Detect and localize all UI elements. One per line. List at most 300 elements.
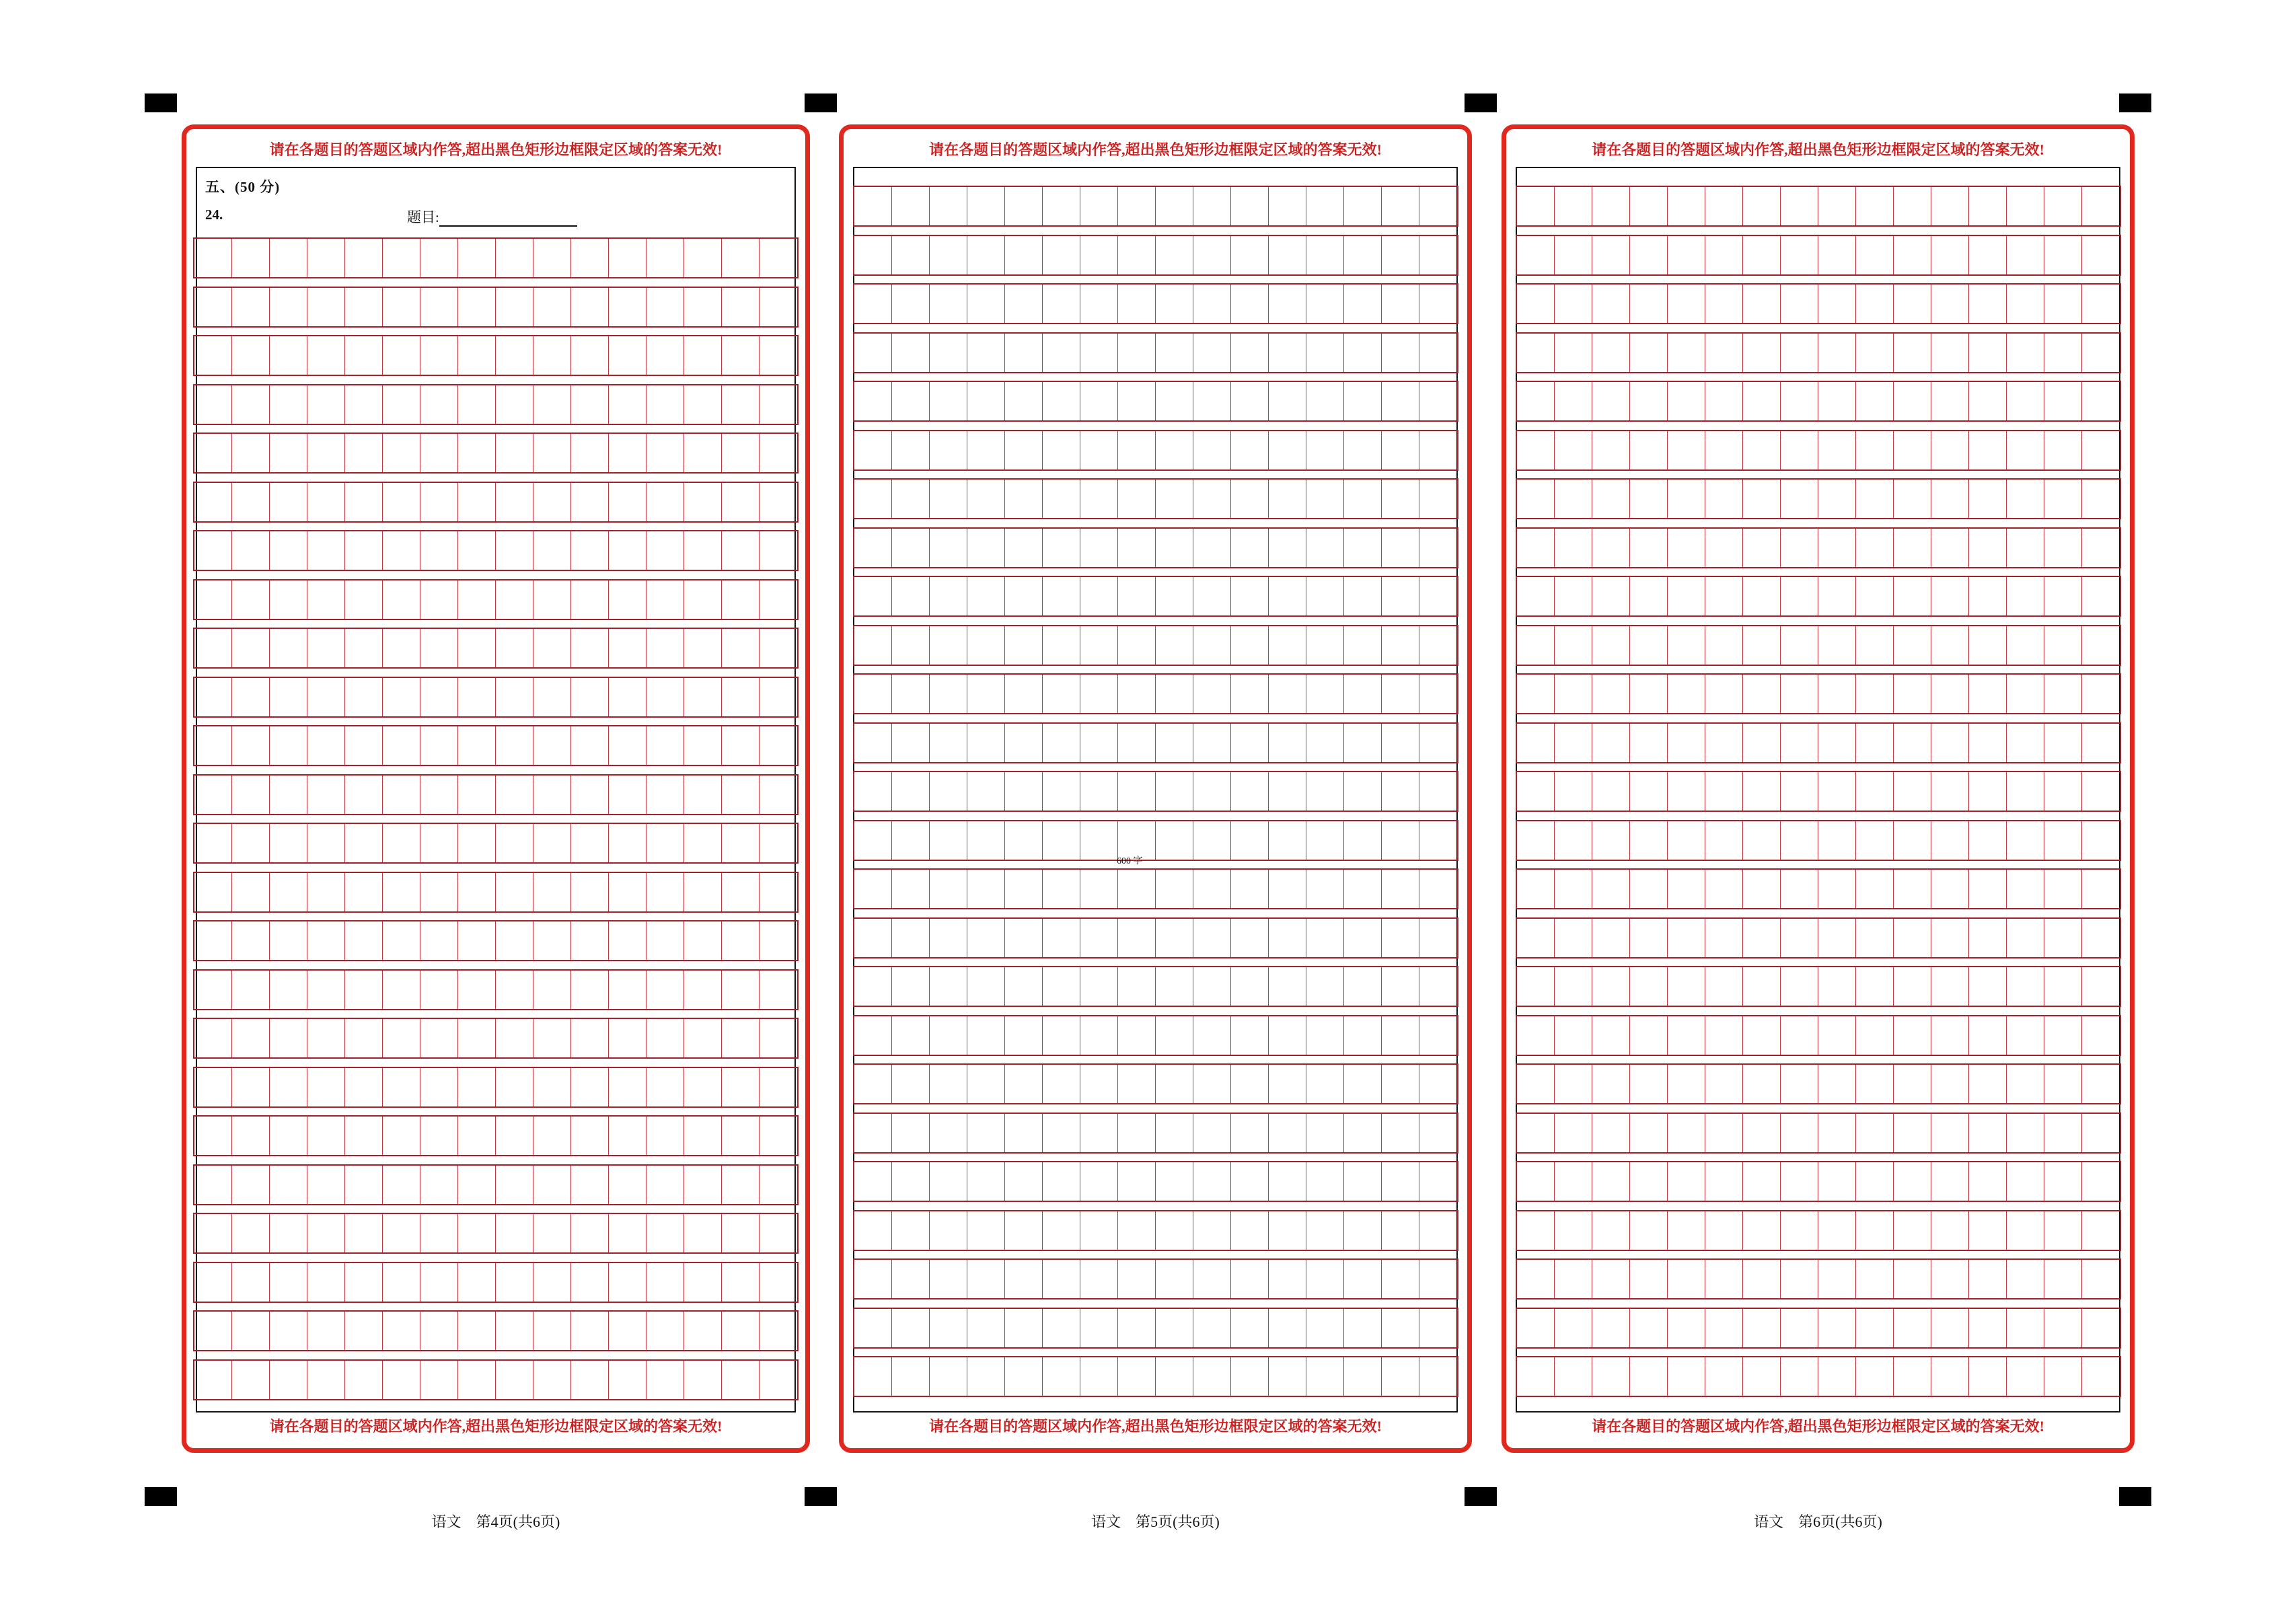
char-cell[interactable] (722, 1214, 760, 1252)
char-cell[interactable] (1630, 1162, 1668, 1201)
char-cell[interactable] (722, 1019, 760, 1057)
char-cell[interactable] (1269, 431, 1306, 469)
char-cell[interactable] (345, 726, 383, 765)
char-cell[interactable] (194, 629, 232, 667)
char-cell[interactable] (1419, 870, 1457, 908)
char-cell[interactable] (892, 967, 930, 1006)
char-cell[interactable] (609, 678, 646, 716)
char-cell[interactable] (496, 873, 533, 911)
char-cell[interactable] (1156, 236, 1193, 274)
char-cell[interactable] (1382, 529, 1419, 567)
char-cell[interactable] (2082, 1162, 2120, 1201)
char-cell[interactable] (571, 483, 609, 521)
char-cell[interactable] (1856, 431, 1894, 469)
char-cell[interactable] (646, 1312, 684, 1350)
char-cell[interactable] (1419, 1162, 1457, 1201)
char-cell[interactable] (496, 239, 533, 277)
char-cell[interactable] (1344, 967, 1382, 1006)
char-cell[interactable] (1118, 285, 1156, 323)
char-cell[interactable] (1043, 1065, 1080, 1103)
char-cell[interactable] (458, 1263, 496, 1302)
char-cell[interactable] (1344, 626, 1382, 665)
char-cell[interactable] (1193, 821, 1231, 860)
char-cell[interactable] (1306, 1357, 1344, 1396)
char-cell[interactable] (1043, 236, 1080, 274)
char-cell[interactable] (967, 236, 1005, 274)
char-cell[interactable] (854, 870, 892, 908)
char-cell[interactable] (1005, 1357, 1043, 1396)
char-cell[interactable] (1894, 334, 1931, 372)
char-cell[interactable] (930, 1357, 967, 1396)
char-cell[interactable] (1630, 480, 1668, 518)
char-cell[interactable] (420, 678, 458, 716)
char-cell[interactable] (458, 1068, 496, 1106)
char-cell[interactable] (722, 1068, 760, 1106)
char-cell[interactable] (2082, 675, 2120, 713)
char-cell[interactable] (2082, 967, 2120, 1006)
char-cell[interactable] (307, 483, 345, 521)
char-cell[interactable] (1856, 236, 1894, 274)
char-cell[interactable] (1080, 1357, 1118, 1396)
char-cell[interactable] (458, 580, 496, 619)
char-cell[interactable] (1231, 187, 1269, 225)
char-cell[interactable] (1193, 577, 1231, 615)
char-cell[interactable] (533, 1019, 571, 1057)
char-cell[interactable] (1555, 1114, 1592, 1152)
char-cell[interactable] (1269, 724, 1306, 762)
char-cell[interactable] (533, 776, 571, 814)
char-cell[interactable] (496, 531, 533, 570)
char-cell[interactable] (722, 288, 760, 326)
char-cell[interactable] (1269, 821, 1306, 860)
char-cell[interactable] (1306, 1114, 1344, 1152)
char-cell[interactable] (1630, 772, 1668, 811)
char-cell[interactable] (533, 1068, 571, 1106)
char-cell[interactable] (1743, 919, 1781, 957)
char-cell[interactable] (1705, 870, 1743, 908)
char-cell[interactable] (646, 483, 684, 521)
char-cell[interactable] (1630, 724, 1668, 762)
char-cell[interactable] (2007, 772, 2044, 811)
char-cell[interactable] (1781, 967, 1818, 1006)
char-cell[interactable] (1306, 187, 1344, 225)
char-cell[interactable] (892, 870, 930, 908)
char-cell[interactable] (571, 385, 609, 424)
char-cell[interactable] (307, 531, 345, 570)
char-cell[interactable] (1781, 870, 1818, 908)
char-cell[interactable] (1193, 236, 1231, 274)
char-cell[interactable] (1005, 919, 1043, 957)
char-cell[interactable] (533, 1263, 571, 1302)
char-cell[interactable] (646, 921, 684, 960)
char-cell[interactable] (383, 1214, 420, 1252)
char-cell[interactable] (1193, 1114, 1231, 1152)
char-cell[interactable] (1156, 334, 1193, 372)
char-cell[interactable] (1193, 1162, 1231, 1201)
char-cell[interactable] (967, 919, 1005, 957)
char-cell[interactable] (684, 434, 722, 472)
char-cell[interactable] (722, 824, 760, 862)
char-cell[interactable] (1231, 285, 1269, 323)
char-cell[interactable] (1592, 577, 1630, 615)
char-cell[interactable] (1781, 1162, 1818, 1201)
char-cell[interactable] (684, 1117, 722, 1155)
char-cell[interactable] (496, 1312, 533, 1350)
char-cell[interactable] (1193, 626, 1231, 665)
char-cell[interactable] (2007, 187, 2044, 225)
char-cell[interactable] (1555, 1357, 1592, 1396)
char-cell[interactable] (1344, 1211, 1382, 1250)
char-cell[interactable] (496, 1214, 533, 1252)
char-cell[interactable] (967, 870, 1005, 908)
char-cell[interactable] (571, 921, 609, 960)
char-cell[interactable] (1118, 1065, 1156, 1103)
char-cell[interactable] (1306, 334, 1344, 372)
char-cell[interactable] (930, 480, 967, 518)
char-cell[interactable] (1555, 285, 1592, 323)
char-cell[interactable] (722, 580, 760, 619)
char-cell[interactable] (1043, 821, 1080, 860)
char-cell[interactable] (1781, 577, 1818, 615)
char-cell[interactable] (854, 1211, 892, 1250)
char-cell[interactable] (1269, 870, 1306, 908)
char-cell[interactable] (1781, 382, 1818, 420)
char-cell[interactable] (609, 1361, 646, 1399)
char-cell[interactable] (420, 971, 458, 1009)
char-cell[interactable] (1894, 529, 1931, 567)
char-cell[interactable] (1193, 675, 1231, 713)
char-cell[interactable] (1193, 187, 1231, 225)
char-cell[interactable] (345, 678, 383, 716)
char-cell[interactable] (2082, 724, 2120, 762)
char-cell[interactable] (1043, 919, 1080, 957)
char-cell[interactable] (684, 678, 722, 716)
char-cell[interactable] (1555, 675, 1592, 713)
char-cell[interactable] (232, 726, 270, 765)
char-cell[interactable] (2007, 1211, 2044, 1250)
char-cell[interactable] (1344, 1016, 1382, 1055)
char-cell[interactable] (458, 921, 496, 960)
char-cell[interactable] (1931, 1114, 1969, 1152)
char-cell[interactable] (1231, 1309, 1269, 1347)
char-cell[interactable] (967, 480, 1005, 518)
char-cell[interactable] (571, 824, 609, 862)
char-cell[interactable] (307, 629, 345, 667)
char-cell[interactable] (1818, 675, 1856, 713)
char-cell[interactable] (307, 1263, 345, 1302)
char-cell[interactable] (1969, 1309, 2007, 1347)
char-cell[interactable] (967, 577, 1005, 615)
char-cell[interactable] (1630, 967, 1668, 1006)
char-cell[interactable] (1705, 236, 1743, 274)
char-cell[interactable] (1630, 1114, 1668, 1152)
char-cell[interactable] (1743, 1065, 1781, 1103)
char-cell[interactable] (1344, 285, 1382, 323)
char-cell[interactable] (930, 334, 967, 372)
char-cell[interactable] (1043, 577, 1080, 615)
char-cell[interactable] (194, 239, 232, 277)
char-cell[interactable] (1592, 382, 1630, 420)
char-cell[interactable] (1118, 529, 1156, 567)
char-cell[interactable] (533, 1312, 571, 1350)
char-cell[interactable] (420, 1068, 458, 1106)
char-cell[interactable] (270, 1068, 307, 1106)
char-cell[interactable] (722, 434, 760, 472)
char-cell[interactable] (420, 580, 458, 619)
char-cell[interactable] (533, 531, 571, 570)
char-cell[interactable] (1193, 870, 1231, 908)
char-cell[interactable] (1705, 1211, 1743, 1250)
char-cell[interactable] (722, 1263, 760, 1302)
char-cell[interactable] (1705, 1309, 1743, 1347)
char-cell[interactable] (1856, 870, 1894, 908)
char-cell[interactable] (646, 1019, 684, 1057)
char-cell[interactable] (930, 1114, 967, 1152)
char-cell[interactable] (609, 726, 646, 765)
char-cell[interactable] (892, 772, 930, 811)
char-cell[interactable] (1894, 967, 1931, 1006)
char-cell[interactable] (967, 529, 1005, 567)
char-cell[interactable] (1005, 967, 1043, 1006)
char-cell[interactable] (1781, 1309, 1818, 1347)
char-cell[interactable] (571, 1361, 609, 1399)
char-cell[interactable] (420, 483, 458, 521)
char-cell[interactable] (722, 239, 760, 277)
char-cell[interactable] (1856, 626, 1894, 665)
char-cell[interactable] (1419, 1211, 1457, 1250)
char-cell[interactable] (1630, 431, 1668, 469)
char-cell[interactable] (2007, 285, 2044, 323)
char-cell[interactable] (1668, 187, 1705, 225)
char-cell[interactable] (2082, 772, 2120, 811)
char-cell[interactable] (1306, 821, 1344, 860)
char-cell[interactable] (571, 726, 609, 765)
char-cell[interactable] (1306, 480, 1344, 518)
char-cell[interactable] (1592, 821, 1630, 860)
char-cell[interactable] (1156, 919, 1193, 957)
char-cell[interactable] (760, 678, 797, 716)
char-cell[interactable] (2044, 1065, 2082, 1103)
char-cell[interactable] (1382, 431, 1419, 469)
char-cell[interactable] (1969, 675, 2007, 713)
char-cell[interactable] (1517, 285, 1555, 323)
char-cell[interactable] (684, 776, 722, 814)
char-cell[interactable] (1818, 480, 1856, 518)
char-cell[interactable] (1156, 1114, 1193, 1152)
char-cell[interactable] (1156, 1260, 1193, 1298)
char-cell[interactable] (1818, 382, 1856, 420)
char-cell[interactable] (1668, 772, 1705, 811)
char-cell[interactable] (533, 873, 571, 911)
char-cell[interactable] (1781, 919, 1818, 957)
char-cell[interactable] (1419, 626, 1457, 665)
char-cell[interactable] (533, 1166, 571, 1204)
char-cell[interactable] (1818, 431, 1856, 469)
char-cell[interactable] (2044, 236, 2082, 274)
char-cell[interactable] (1344, 675, 1382, 713)
char-cell[interactable] (2044, 431, 2082, 469)
char-cell[interactable] (345, 483, 383, 521)
char-cell[interactable] (1705, 772, 1743, 811)
char-cell[interactable] (892, 1211, 930, 1250)
char-cell[interactable] (1156, 1065, 1193, 1103)
char-cell[interactable] (571, 1117, 609, 1155)
char-cell[interactable] (1630, 870, 1668, 908)
char-cell[interactable] (1818, 1357, 1856, 1396)
char-cell[interactable] (967, 626, 1005, 665)
char-cell[interactable] (307, 1019, 345, 1057)
char-cell[interactable] (1419, 1260, 1457, 1298)
char-cell[interactable] (1193, 480, 1231, 518)
char-cell[interactable] (383, 629, 420, 667)
char-cell[interactable] (1630, 1211, 1668, 1250)
char-cell[interactable] (496, 434, 533, 472)
char-cell[interactable] (2044, 1260, 2082, 1298)
char-cell[interactable] (722, 971, 760, 1009)
char-cell[interactable] (1043, 1211, 1080, 1250)
char-cell[interactable] (533, 385, 571, 424)
char-cell[interactable] (684, 629, 722, 667)
char-cell[interactable] (1156, 724, 1193, 762)
char-cell[interactable] (967, 431, 1005, 469)
char-cell[interactable] (1382, 724, 1419, 762)
char-cell[interactable] (1856, 334, 1894, 372)
char-cell[interactable] (270, 531, 307, 570)
char-cell[interactable] (967, 821, 1005, 860)
char-cell[interactable] (1517, 334, 1555, 372)
char-cell[interactable] (1781, 1114, 1818, 1152)
char-cell[interactable] (854, 919, 892, 957)
char-cell[interactable] (892, 821, 930, 860)
char-cell[interactable] (1781, 626, 1818, 665)
char-cell[interactable] (1705, 1065, 1743, 1103)
char-cell[interactable] (892, 675, 930, 713)
char-cell[interactable] (533, 971, 571, 1009)
char-cell[interactable] (1269, 1260, 1306, 1298)
char-cell[interactable] (1231, 772, 1269, 811)
char-cell[interactable] (930, 529, 967, 567)
char-cell[interactable] (571, 336, 609, 375)
char-cell[interactable] (458, 629, 496, 667)
char-cell[interactable] (1118, 1162, 1156, 1201)
char-cell[interactable] (1517, 1065, 1555, 1103)
char-cell[interactable] (1517, 675, 1555, 713)
char-cell[interactable] (892, 1357, 930, 1396)
char-cell[interactable] (760, 434, 797, 472)
char-cell[interactable] (1382, 1211, 1419, 1250)
char-cell[interactable] (194, 1068, 232, 1106)
char-cell[interactable] (1306, 626, 1344, 665)
char-cell[interactable] (1931, 1357, 1969, 1396)
char-cell[interactable] (458, 288, 496, 326)
char-cell[interactable] (458, 336, 496, 375)
char-cell[interactable] (967, 1211, 1005, 1250)
char-cell[interactable] (1818, 967, 1856, 1006)
char-cell[interactable] (760, 726, 797, 765)
char-cell[interactable] (345, 531, 383, 570)
char-cell[interactable] (1630, 187, 1668, 225)
char-cell[interactable] (854, 577, 892, 615)
char-cell[interactable] (1231, 236, 1269, 274)
char-cell[interactable] (1382, 1309, 1419, 1347)
char-cell[interactable] (2007, 529, 2044, 567)
char-cell[interactable] (930, 1211, 967, 1250)
char-cell[interactable] (2007, 334, 2044, 372)
char-cell[interactable] (684, 1068, 722, 1106)
char-cell[interactable] (1969, 1114, 2007, 1152)
char-cell[interactable] (1080, 724, 1118, 762)
char-cell[interactable] (1555, 382, 1592, 420)
char-cell[interactable] (194, 971, 232, 1009)
char-cell[interactable] (1043, 870, 1080, 908)
char-cell[interactable] (496, 336, 533, 375)
char-cell[interactable] (1856, 1260, 1894, 1298)
char-cell[interactable] (1630, 1309, 1668, 1347)
char-cell[interactable] (1705, 1114, 1743, 1152)
char-cell[interactable] (1517, 1260, 1555, 1298)
char-cell[interactable] (892, 626, 930, 665)
char-cell[interactable] (1005, 529, 1043, 567)
char-cell[interactable] (2044, 1357, 2082, 1396)
char-cell[interactable] (307, 1312, 345, 1350)
char-cell[interactable] (1743, 1260, 1781, 1298)
char-cell[interactable] (967, 1065, 1005, 1103)
char-cell[interactable] (1231, 577, 1269, 615)
char-cell[interactable] (1231, 1114, 1269, 1152)
char-cell[interactable] (1517, 1309, 1555, 1347)
char-cell[interactable] (1043, 382, 1080, 420)
char-cell[interactable] (1193, 1309, 1231, 1347)
char-cell[interactable] (458, 1214, 496, 1252)
char-cell[interactable] (1781, 187, 1818, 225)
char-cell[interactable] (307, 1361, 345, 1399)
char-cell[interactable] (892, 919, 930, 957)
char-cell[interactable] (1156, 1162, 1193, 1201)
char-cell[interactable] (854, 967, 892, 1006)
char-cell[interactable] (1668, 1260, 1705, 1298)
char-cell[interactable] (722, 776, 760, 814)
char-cell[interactable] (646, 776, 684, 814)
char-cell[interactable] (1382, 1162, 1419, 1201)
char-cell[interactable] (1555, 480, 1592, 518)
char-cell[interactable] (1668, 870, 1705, 908)
char-cell[interactable] (1705, 577, 1743, 615)
char-cell[interactable] (1118, 1260, 1156, 1298)
char-cell[interactable] (1668, 431, 1705, 469)
char-cell[interactable] (684, 921, 722, 960)
char-cell[interactable] (345, 1312, 383, 1350)
char-cell[interactable] (1269, 480, 1306, 518)
char-cell[interactable] (854, 529, 892, 567)
char-cell[interactable] (1517, 626, 1555, 665)
char-cell[interactable] (967, 187, 1005, 225)
char-cell[interactable] (1969, 480, 2007, 518)
char-cell[interactable] (760, 580, 797, 619)
char-cell[interactable] (2082, 529, 2120, 567)
char-cell[interactable] (1931, 529, 1969, 567)
char-cell[interactable] (194, 1019, 232, 1057)
char-cell[interactable] (1705, 1260, 1743, 1298)
char-cell[interactable] (1005, 187, 1043, 225)
char-cell[interactable] (1269, 1114, 1306, 1152)
char-cell[interactable] (967, 675, 1005, 713)
char-cell[interactable] (1592, 187, 1630, 225)
char-cell[interactable] (194, 1166, 232, 1204)
char-cell[interactable] (1592, 626, 1630, 665)
char-cell[interactable] (1005, 285, 1043, 323)
char-cell[interactable] (1043, 772, 1080, 811)
char-cell[interactable] (1668, 480, 1705, 518)
